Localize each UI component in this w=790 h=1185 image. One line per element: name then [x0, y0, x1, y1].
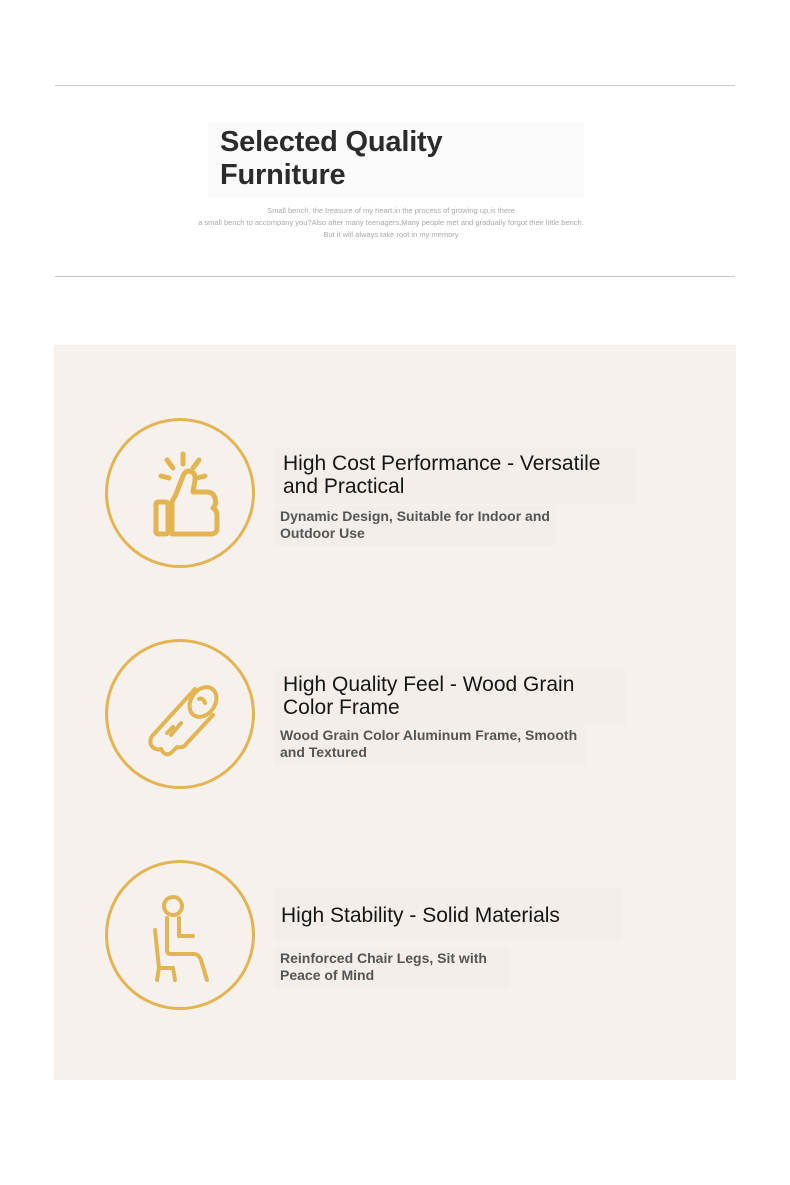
- intro-line: Small bench, the treasure of my heart.in the process of growing up,is there: [267, 206, 515, 215]
- feature-title: High Stability - Solid Materials: [281, 904, 560, 927]
- feature-description: Reinforced Chair Legs, Sit with Peace of Mind: [280, 950, 487, 983]
- intro-text: [160, 205, 622, 241]
- features-panel: [54, 345, 736, 1080]
- feature-title: High Cost Performance - Versatile and Practical: [283, 452, 601, 498]
- feature-item: [54, 418, 736, 578]
- intro-line: But it will always take root in my memory: [323, 230, 459, 239]
- feature-description: Dynamic Design, Suitable for Indoor and Outdoor Use: [280, 508, 550, 541]
- feature-title: High Quality Feel - Wood Grain Color Frame: [283, 673, 575, 719]
- bottom-divider: [55, 276, 735, 277]
- top-divider: [55, 85, 735, 86]
- intro-line: a small bench to accompany you?Also after many teenagers,Many people met and gradually forgot their little bench.: [198, 218, 584, 227]
- feature-item: [54, 860, 736, 1020]
- seated-person-icon: [143, 888, 223, 988]
- wood-log-icon: [143, 667, 223, 767]
- feature-icon-circle: [105, 639, 255, 789]
- page-title: Selected Quality Furniture: [220, 126, 443, 191]
- feature-description: Wood Grain Color Aluminum Frame, Smooth and Textured: [280, 727, 578, 760]
- feature-icon-circle: [105, 860, 255, 1010]
- feature-item: [54, 639, 736, 799]
- feature-icon-circle: [105, 418, 255, 568]
- thumbs-up-icon: [143, 446, 223, 546]
